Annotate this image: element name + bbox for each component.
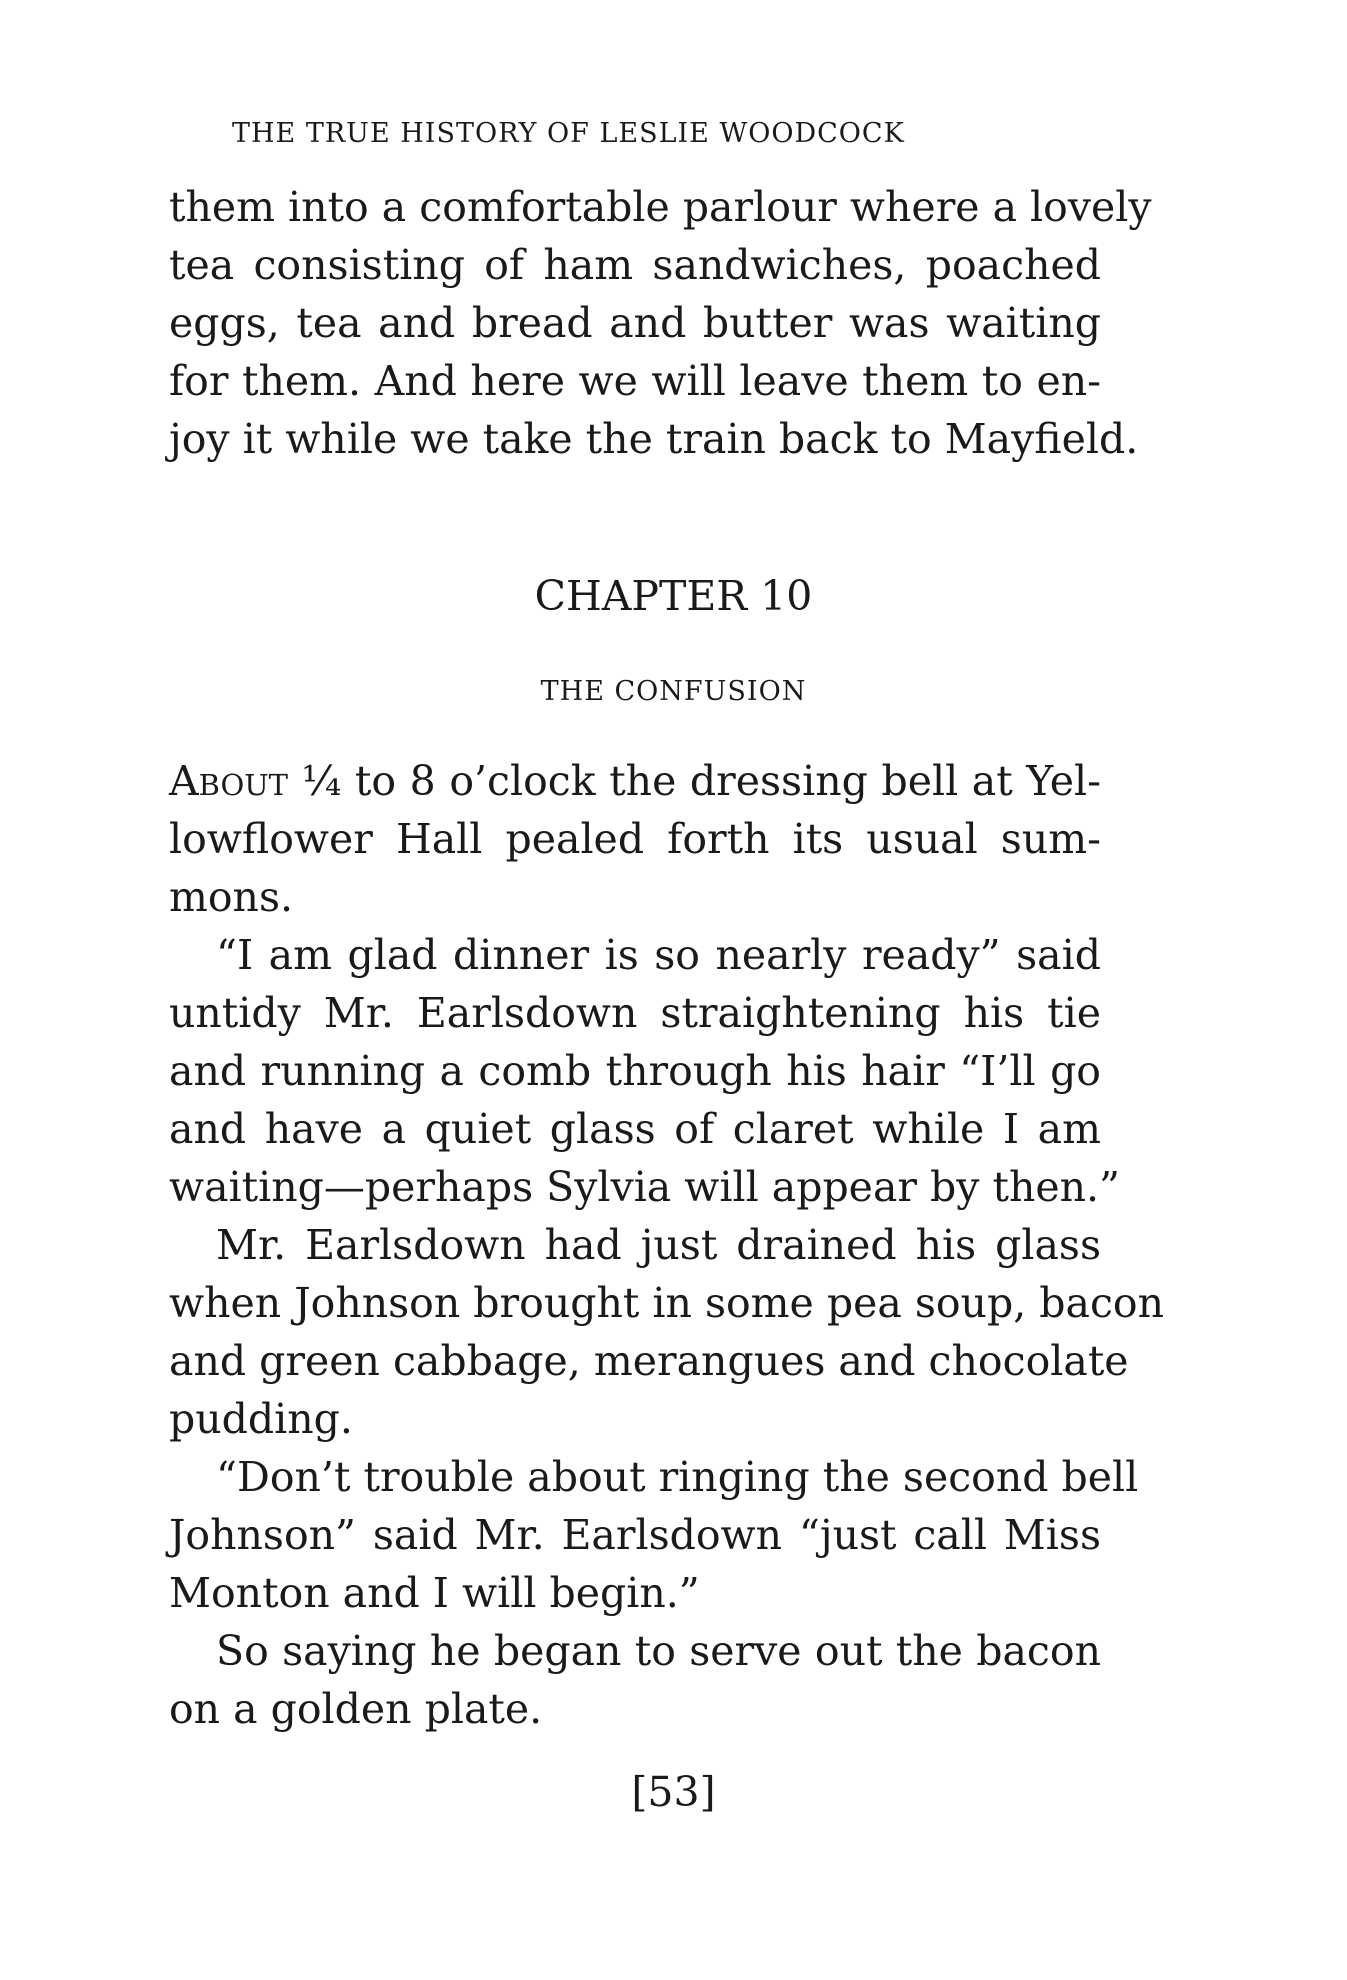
top-passage	[169, 178, 1152, 468]
text-line: Monton and I will begin.”	[169, 1569, 700, 1617]
text-line: “Don’t trouble about ringing the second bell	[216, 1453, 1139, 1501]
text-line: them into a comfortable parlour where a lovely	[169, 183, 1152, 231]
text-line: Johnson” said Mr. Earlsdown “just call Miss	[169, 1511, 1101, 1559]
text-line: Mr. Earlsdown had just drained his glass	[216, 1221, 1101, 1269]
page-number: [53]	[631, 1768, 716, 1816]
text-line: pudding.	[169, 1395, 353, 1443]
text-line: on a golden plate.	[169, 1685, 543, 1733]
opening-line-rest: ¼ to 8 o’clock the dressing bell at Yel-	[288, 757, 1101, 805]
text-line: and have a quiet glass of claret while I am	[169, 1105, 1101, 1153]
text-line: “I am glad dinner is so nearly ready” said	[216, 931, 1101, 979]
text-line: mons.	[169, 873, 294, 921]
text-line: and green cabbage, merangues and chocolate	[169, 1337, 1129, 1385]
text-line: waiting—perhaps Sylvia will appear by then.”	[169, 1163, 1121, 1211]
chapter-subtitle: THE CONFUSION	[540, 676, 807, 707]
text-line: eggs, tea and bread and butter was waiting	[169, 299, 1101, 347]
chapter-body	[169, 752, 1165, 1738]
text-line: and running a comb through his hair “I’ll go	[169, 1047, 1101, 1095]
running-head: THE TRUE HISTORY OF LESLIE WOODCOCK	[232, 118, 905, 149]
chapter-opening-line	[169, 752, 1101, 810]
opening-word: About	[169, 757, 289, 805]
text-line: when Johnson brought in some pea soup, bacon	[169, 1279, 1165, 1327]
text-line: for them. And here we will leave them to en-	[169, 357, 1101, 405]
text-line: joy it while we take the train back to Mayfield.	[169, 415, 1139, 463]
text-line: tea consisting of ham sandwiches, poached	[169, 241, 1101, 289]
text-line: So saying he began to serve out the bacon	[216, 1627, 1101, 1675]
text-line: untidy Mr. Earlsdown straightening his tie	[169, 989, 1101, 1037]
text-line: lowflower Hall pealed forth its usual sum-	[169, 815, 1101, 863]
chapter-title: CHAPTER 10	[534, 572, 813, 620]
